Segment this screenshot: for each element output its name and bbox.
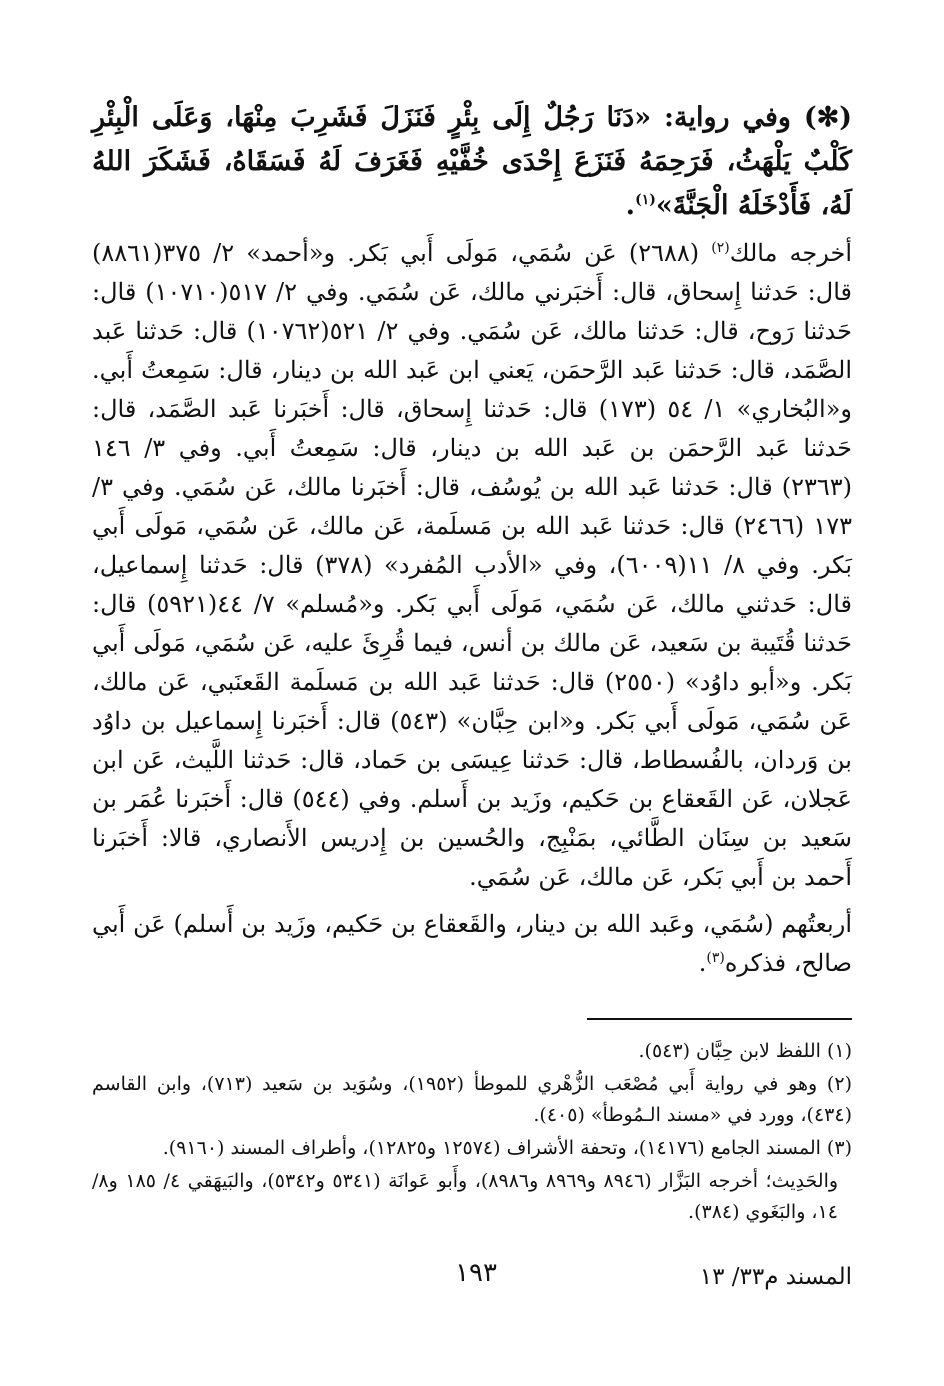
footnote-3-continued: والحَدِيث؛ أخرجه البَزَّار (٨٩٤٦ و٨٩٦٩ و٨٩٨٦)، وأَبو عَوانَة (٥٣٤١ و٥٣٤٢)، والبَيهَقي ٤/ ١٨٥ و٨/ ١٤، والبَغَوي (٣٨٤). [92,1170,839,1223]
footnote-ref-1: (١) [635,192,656,208]
page-number: ١٩٣ [455,1258,497,1288]
takhrij-lead: أخرجه مالك [729,239,853,267]
volume-signature: المسند م٣٣/ ١٣ [699,1264,852,1290]
footnote-2: (٢) وهو في رواية أَبي مُصْعَب الزُّهْري للموطأ (١٩٥٢)، وسُوَيد بن سَعيد (٧١٣)، وابن القاسم (٤٣٤)، وورد في «مسند الـمُوطأ» (٤٠٥). [92,1073,852,1126]
takhrij-body: (٢٦٨٨) عَن سُمَي، مَولَى أَبي بَكر. و«أحمد» ٢/ ٣٧٥(٨٨٦١) قال: حَدثنا إِسحاق، قال: أَخبَرني مالك، عَن سُمَي. وفي ٢/ ٥١٧(١٠٧١٠) قال: حَدثنا رَوح، قال: حَدثنا مالك، عَن سُمَي. وفي ٢/ ٥٢١(١٠٧٦٢) قال: حَدثنا عَبد الصَّمَد، قال: حَدثنا عَبد الرَّحمَن، يَعني ابن عَبد الله بن دينار، قال: سَمِعتُ أَبي. و«البُخاري» ١/ ٥٤ (١٧٣) قال: حَدثنا إِسحاق، قال: أَخبَرنا عَبد الصَّمَد، قال: حَدثنا عَبد الرَّحمَن بن عَبد الله بن دينار، قال: سَمِعتُ أَبي. وفي ٣/ ١٤٦ (٢٣٦٣) قال: حَدثنا عَبد الله بن يُوسُف، قال: أَخبَرنا مالك، عَن سُمَي. وفي ٣/ ١٧٣ (٢٤٦٦) قال: حَدثنا عَبد الله بن مَسلَمة، عَن مالك، عَن سُمَي، مَولَى أَبي بَكر. وفي ٨/ ١١(٦٠٠٩)، وفي «الأدب المُفرد» (٣٧٨) قال: حَدثنا إِسماعيل، قال: حَدثني مالك، عَن سُمَي، مَولَى أَبي بَكر. و«مُسلم» ٧/ ٤٤(٥٩٢١) قال: حَدثنا قُتَيبة بن سَعيد، عَن مالك بن أنس، فيما قُرِئَ عليه، عَن سُمَي، مَولَى أَبي بَكر. و«أبو داوُد» (٢٥٥٠) قال: حَدثنا عَبد الله بن مَسلَمة القَعنَبي، عَن مالك، عَن سُمَي، مَولَى أَبي بَكر. و«ابن حِبَّان» (٥٤٣) قال: أَخبَرنا إِسماعيل بن داوُد بن وَردان، بالفُسطاط، قال: حَدثنا عِيسَى بن حَماد، قال: حَدثنا اللَّيث، عَن ابن عَجلان، عَن القَعقاع بن حَكيم، وزَيد بن أَسلم. وفي (٥٤٤) قال: أَخبَرنا عُمَر بن سَعيد بن سِنَان الطَّائي، بمَنْبِج، والحُسين بن إِدريس الأَنصاري، قالا: أَخبَرنا أَحمد بن أَبي بَكر، عَن مالك، عَن سُمَي. [92,239,853,891]
footnote-3: (٣) المسند الجامع (١٤١٧٦)، وتحفة الأشراف (١٢٥٧٤ و١٢٨٢٥)، وأطراف المسند (٩١٦٠). [162,1137,852,1159]
hadith-body: (✻) وفي رواية: «دَنَا رَجُلٌ إِلَى بِئْرٍ فَنَزَلَ فَشَرِبَ مِنْهَا، وَعَلَى الْبِئْرِ كَلْبٌ يَلْهَثُ، فَرَحِمَهُ فَنَزَعَ إِحْدَى خُفَّيْهِ فَغَرَفَ لَهُ فَسَقَاهُ، فَشَكَرَ اللهُ لَهُ، فَأَدْخَلَهُ الْجَنَّةَ» [92,102,852,221]
footnotes [92,1036,852,1228]
footnote-ref-3: (٣) [706,950,725,966]
summary-paragraph [92,905,852,983]
hadith-end: . [625,190,636,221]
footnote-ref-2: (٢) [711,240,730,256]
takhrij-paragraph [92,234,852,897]
summary-body: أربعتُهم (سُمَي، وعَبد الله بن دينار، والقَعقاع بن حَكيم، وزَيد بن أَسلم) عَن أَبي صالح، فذكره [92,910,852,977]
book-page [92,96,852,1336]
hadith-text [92,96,852,228]
footnote-1: (١) اللفظ لابن حِبَّان (٥٤٣). [638,1040,852,1062]
page-footer [92,1258,852,1298]
footnote-divider [587,1018,852,1020]
summary-end: . [698,949,707,977]
